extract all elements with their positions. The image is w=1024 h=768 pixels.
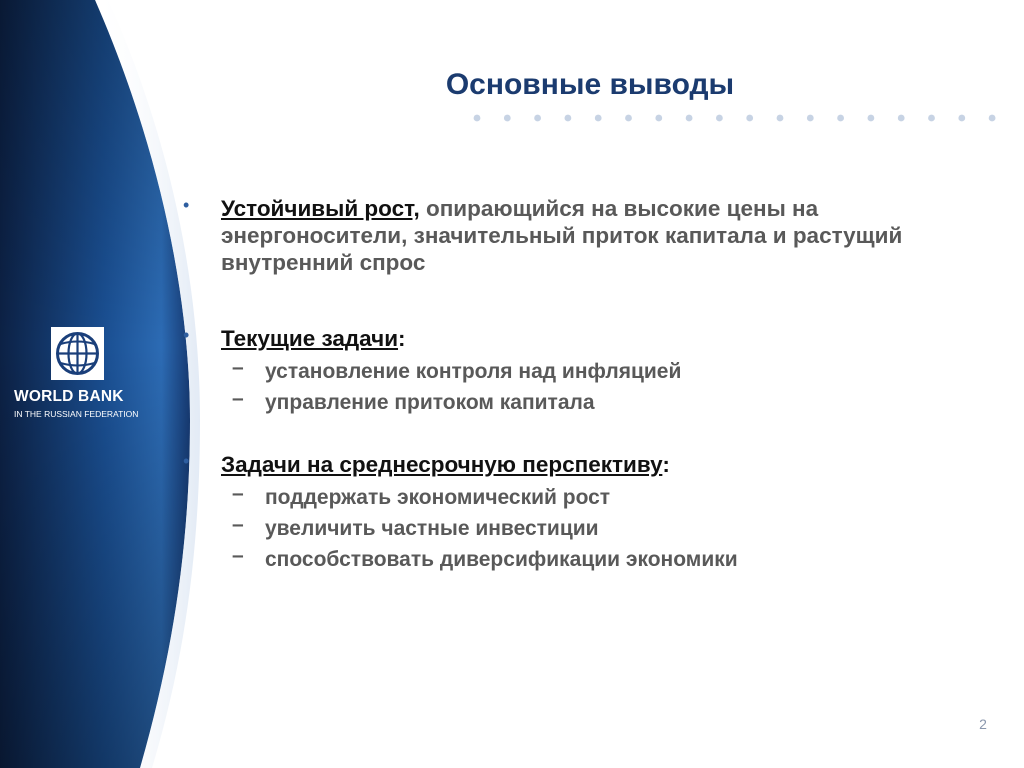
sub-item-text: увеличить частные инвестиции — [265, 517, 599, 540]
sub-list — [178, 482, 988, 575]
rule-dot — [958, 115, 965, 122]
sub-item-text: управление притоком капитала — [265, 391, 595, 414]
dash-icon: – — [232, 356, 244, 379]
rule-dot — [686, 115, 693, 122]
sub-item — [178, 544, 988, 575]
logo-subtitle: IN THE RUSSIAN FEDERATION — [14, 409, 139, 419]
sub-list — [178, 356, 988, 418]
list-item — [178, 451, 988, 575]
sub-item-text: способствовать диверсификации экономики — [265, 548, 738, 571]
bullet-icon: • — [183, 325, 190, 345]
list-item — [178, 325, 988, 418]
sub-item-text: поддержать экономический рост — [265, 486, 611, 509]
content-list — [178, 195, 988, 575]
rule-dot — [716, 115, 723, 122]
bullet-icon: • — [183, 195, 190, 215]
page-number: 2 — [979, 716, 987, 732]
slide-title: Основные выводы — [445, 68, 735, 101]
dash-icon: – — [232, 482, 244, 505]
rule-dot — [777, 115, 784, 122]
sub-item — [178, 356, 988, 387]
rule-dot — [565, 115, 572, 122]
rule-dot — [868, 115, 875, 122]
bullet-icon: • — [183, 451, 190, 471]
logo-name: WORLD BANK — [14, 388, 124, 405]
world-bank-logo — [51, 327, 104, 380]
bullet-text — [221, 325, 988, 352]
dash-icon: – — [232, 387, 244, 410]
rule-dot — [928, 115, 935, 122]
rule-dot — [474, 115, 481, 122]
dotted-rule — [470, 112, 1024, 124]
dash-icon: – — [232, 544, 244, 567]
rule-dot — [655, 115, 662, 122]
rule-dot — [898, 115, 905, 122]
sub-item-text: установление контроля над инфляцией — [265, 360, 682, 383]
sub-item — [178, 482, 988, 513]
rule-dot — [504, 115, 511, 122]
list-item — [178, 195, 988, 276]
rule-dot — [746, 115, 753, 122]
bullet-body: : — [398, 326, 406, 351]
sub-item — [178, 513, 988, 544]
bullet-lead: Текущие задачи — [221, 326, 399, 351]
left-blue-band — [0, 0, 200, 768]
bullet-body: : — [662, 452, 670, 477]
rule-dot — [989, 115, 996, 122]
bullet-text — [221, 451, 988, 478]
rule-dot — [595, 115, 602, 122]
bullet-lead: Задачи на среднесрочную перспективу — [221, 452, 663, 477]
sub-item — [178, 387, 988, 418]
bullet-lead: Устойчивый рост, — [221, 196, 420, 221]
rule-dot — [837, 115, 844, 122]
bullet-text — [221, 195, 988, 276]
bullet-body: опирающийся на высокие цены на энергоносители, значительный приток капитала и растущий внутренний спрос — [221, 196, 903, 275]
dash-icon: – — [232, 513, 244, 536]
rule-dot — [534, 115, 541, 122]
rule-dot — [625, 115, 632, 122]
rule-dot — [807, 115, 814, 122]
globe-icon — [51, 327, 104, 380]
